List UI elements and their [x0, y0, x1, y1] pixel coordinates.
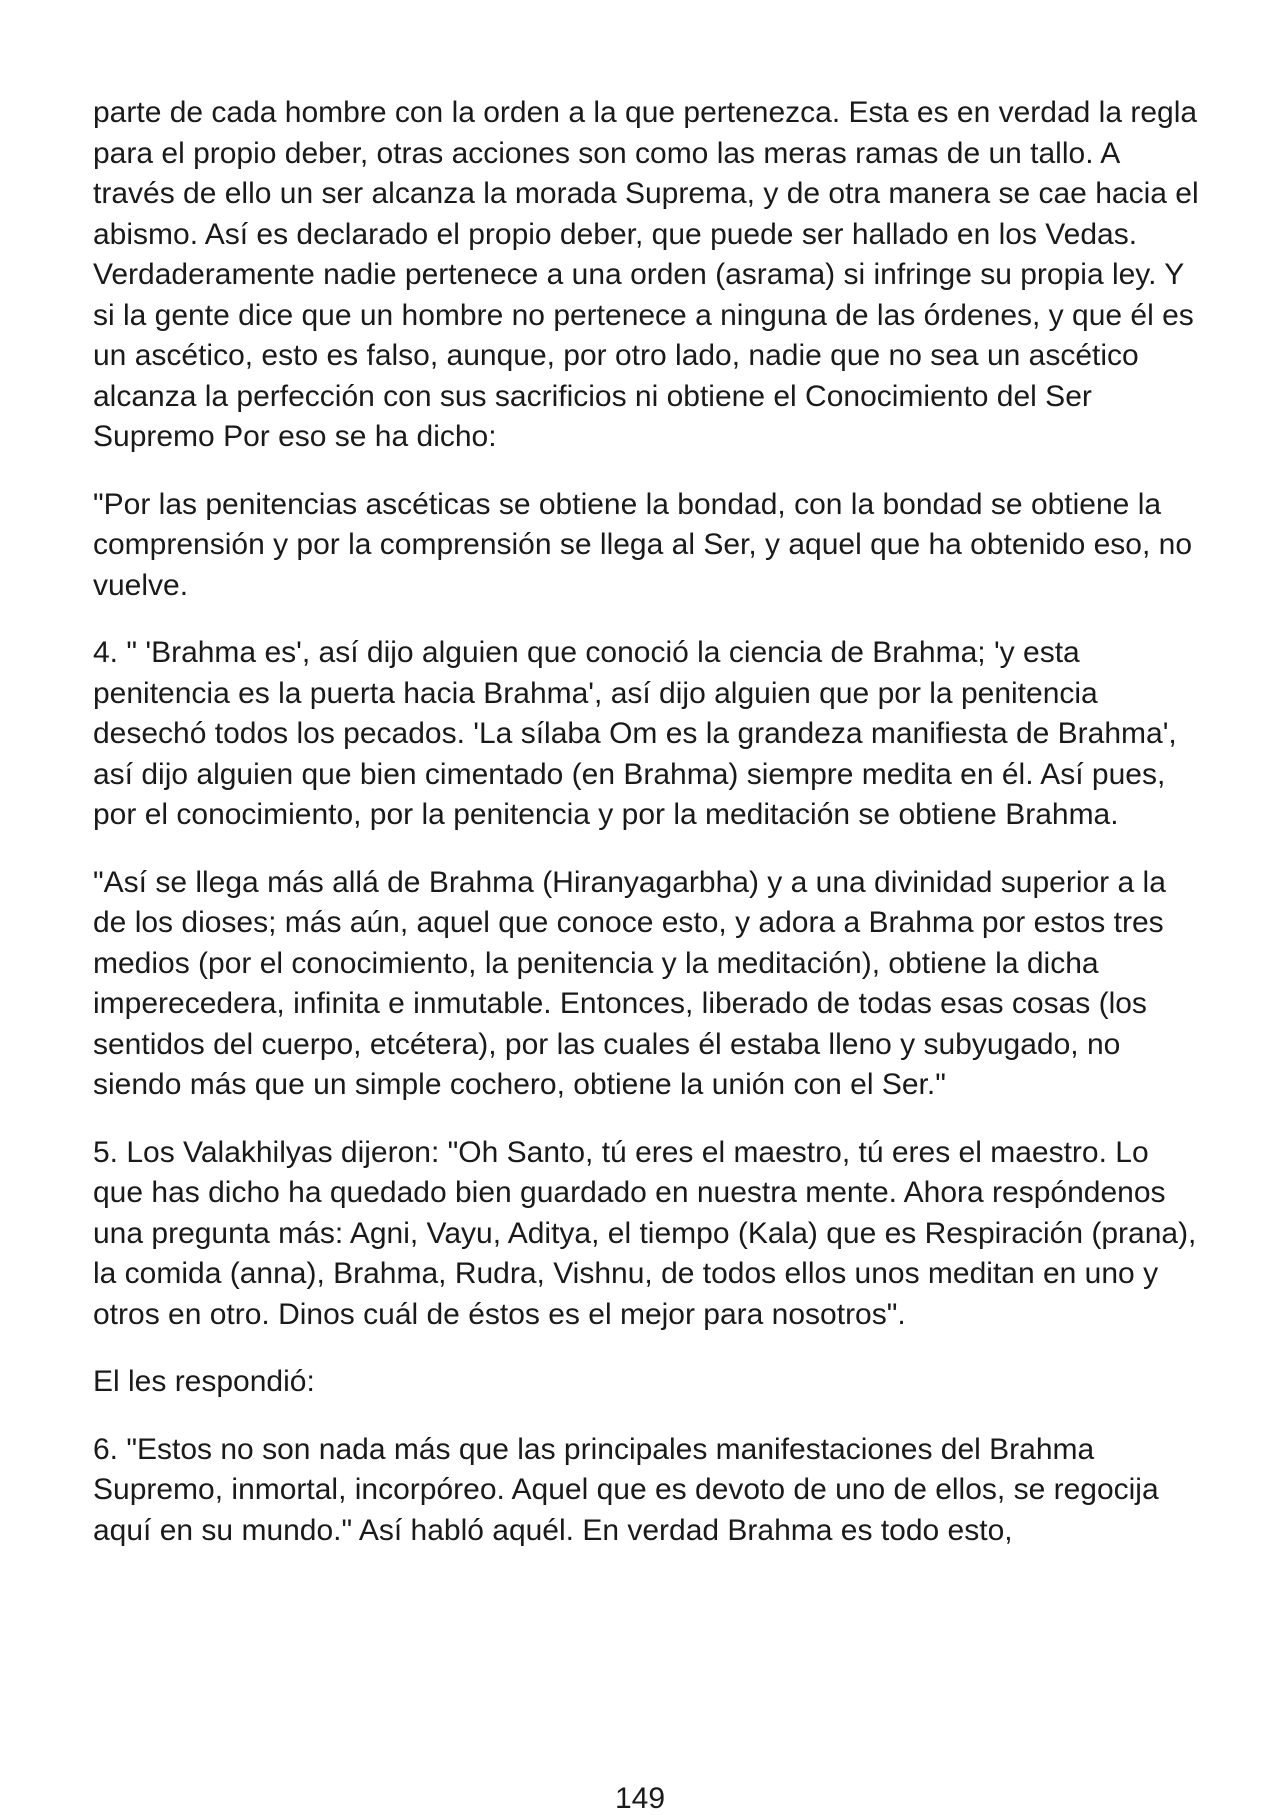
paragraph-1: parte de cada hombre con la orden a la que pertenezca. Esta es en verdad la regla para el propio deber, otras acciones son como las meras ramas de un tallo. A través de ello un ser alcanza la morada Suprema, y de otra manera se cae hacia el abismo. Así es declarado el propio deber, que puede ser hallado en los Vedas. Verdaderamente nadie pertenece a una orden (asrama) si infringe su propia ley. Y si la gente dice que un hombre no pertenece a ninguna de las órdenes, y que él es un ascético, esto es falso, aunque, por otro lado, nadie que no sea un ascético alcanza la perfección con sus sacrificios ni obtiene el Conocimiento del Ser Supremo Por eso se ha dicho: [93, 96, 1199, 453]
paragraph-5: 5. Los Valakhilyas dijeron: "Oh Santo, tú eres el maestro, tú eres el maestro. Lo que has dicho ha quedado bien guardado en nuestra mente. Ahora respóndenos una pregunta más: Agni, Vayu, Aditya, el tiempo (Kala) que es Respiración (prana), la comida (anna), Brahma, Rudra, Vishnu, de todos ellos unos meditan en uno y otros en otro. Dinos cuál de éstos es el mejor para nosotros". [93, 1135, 1197, 1331]
page-body [93, 93, 1203, 1578]
paragraph-3: 4. " 'Brahma es', así dijo alguien que conoció la ciencia de Brahma; 'y esta penitencia es la puerta hacia Brahma', así dijo alguien que por la penitencia desechó todos los pecados. 'La sílaba Om es la grandeza manifiesta de Brahma', así dijo alguien que bien cimentado (en Brahma) siempre medita en él. Así pues, por el conocimiento, por la penitencia y por la meditación se obtiene Brahma. [93, 636, 1177, 831]
paragraph-7: 6. "Estos no son nada más que las principales manifestaciones del Brahma Supremo, inmortal, incorpóreo. Aquel que es devoto de uno de ellos, se regocija aquí en su mundo." Así habló aquél. En verdad Brahma es todo esto, [93, 1432, 1159, 1547]
paragraph-6: El les respondió: [93, 1365, 315, 1398]
paragraph-4: "Así se llega más allá de Brahma (Hiranyagarbha) y a una divinidad superior a la de los dioses; más aún, aquel que conoce esto, y adora a Brahma por estos tres medios (por el conocimiento, la penitencia y la meditación), obtiene la dicha imperecedera, infinita e inmutable. Entonces, liberado de todas esas cosas (los sentidos del cuerpo, etcétera), por las cuales él estaba lleno y subyugado, no siendo más que un simple cochero, obtiene la unión con el Ser." [93, 865, 1166, 1101]
paragraph-2: "Por las penitencias ascéticas se obtiene la bondad, con la bondad se obtiene la comprensión y por la comprensión se llega al Ser, y aquel que ha obtenido eso, no vuelve. [93, 487, 1193, 602]
page-number: 149 [614, 1782, 666, 1815]
